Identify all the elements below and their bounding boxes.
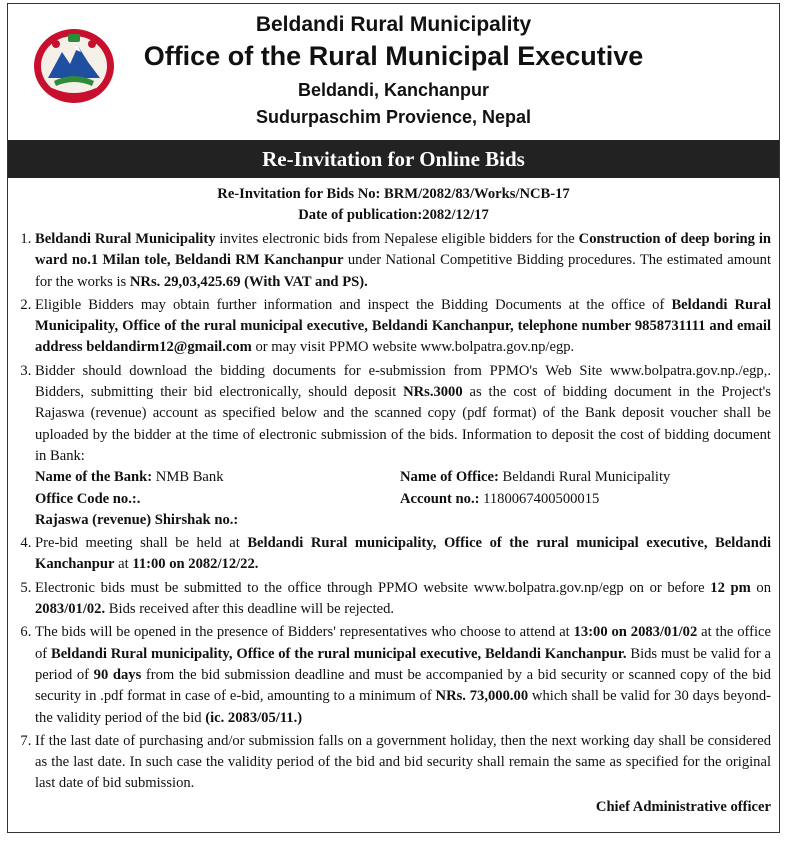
clause-2-text-a: Eligible Bidders may obtain further information and inspect the Bidding Documents at the office of <box>35 296 672 313</box>
office-location: Beldandi, Kanchanpur <box>297 80 490 100</box>
clause-5-text-c: on <box>750 579 771 596</box>
clause-3-text-a: Bidder should download the bidding documents for e-submission from PPMO's Web Site www.bolpatra.gov.np./egp,. Bidders, submitting their bid electronically, should deposit <box>35 362 771 401</box>
notice-body <box>8 184 779 818</box>
clause-5-text-a: Electronic bids must be submitted to the office through PPMO website www.bolpatra.gov.np/egp on or before <box>35 579 711 596</box>
clause-1-text-a: Beldandi Rural Municipality <box>35 231 216 247</box>
signoff: Chief Administrative officer <box>595 798 771 815</box>
clause-4-text-d: 11:00 on 2082/12/22. <box>132 556 259 573</box>
bid-number: Re-Invitation for Bids No: BRM/2082/83/Works/NCB-17 <box>217 186 570 202</box>
clause-5-text-e: Bids received after this deadline will be rejected. <box>105 601 395 618</box>
account-number-label: Account no.: <box>400 490 480 507</box>
notice-title-banner: Re-Invitation for Online Bids <box>8 140 779 178</box>
clause-3-text-c: as the cost of bidding document in the Project's Rajaswa (revenue) account as specified below and the scanned copy (pdf format) of the Bank deposit voucher shall be uploaded by the bidder at the time of electronic submission of the bids. Information to deposit the cost of bidding document in Bank: <box>35 384 771 464</box>
clause-6-text-j: (ic. 2083/05/11.) <box>205 709 303 726</box>
bank-name-label: Name of the Bank: <box>35 469 153 486</box>
clause-6-text-i: which shall be valid for 30 days beyond-the validity period of the bid <box>35 688 771 726</box>
clause-1-text-d: under National Competitive Bidding procedures. The estimated amount for the works is <box>35 252 771 290</box>
province-country: Sudurpaschim Provience, Nepal <box>255 107 532 127</box>
clause-6 <box>35 622 771 728</box>
bank-name-value: NMB Bank <box>152 469 224 486</box>
clause-7-text-a: If the last date of purchasing and/or submission falls on a government holiday, then the next working day shall be considered as the last date. In such case the validity period of the bid and bid security shall remain the same as specified for the original last date of bid submission. <box>35 732 771 792</box>
clause-4-text-a: Pre-bid meeting shall be held at <box>35 535 248 552</box>
rajaswa-shirshak-label: Rajaswa (revenue) Shirshak no.: <box>35 511 239 528</box>
publication-date: Date of publication:2082/12/17 <box>298 207 489 223</box>
office-code <box>35 489 400 510</box>
clause-3 <box>35 361 771 531</box>
rajaswa-shirshak <box>35 510 400 531</box>
clause-2-text-b: Beldandi Rural Municipality, Office of the rural municipal executive, Beldandi Kanchanpur, telephone number 9858731111 and email address beldandirm12@gmail.com <box>35 296 771 356</box>
account-number <box>400 489 771 510</box>
office-code-label: Office Code no.:. <box>35 490 141 507</box>
clause-4 <box>35 533 771 576</box>
clause-5 <box>35 578 771 621</box>
clause-6-text-c: at the office of <box>35 624 771 662</box>
bank-details <box>35 467 771 531</box>
clause-5-text-b: 12 pm <box>710 579 751 596</box>
clause-2 <box>35 295 771 359</box>
clause-6-text-e: Bids must be valid for a period of <box>35 645 771 683</box>
office-name: Office of the Rural Municipal Executive <box>143 41 644 71</box>
clause-6-text-g: from the bid submission deadline and must be accompanied by a bid security or scanned copy of the bid security in .pdf format in case of e-bid, amounting to a minimum of <box>35 666 771 705</box>
clause-4-text-c: at <box>114 556 133 573</box>
clause-7 <box>35 731 771 795</box>
notice-clauses <box>8 229 779 795</box>
clause-5-text-d: 2083/01/02. <box>35 601 106 618</box>
bank-name <box>35 467 400 488</box>
clause-6-text-b: 13:00 on 2083/01/02 <box>573 624 698 641</box>
clause-6-text-f: 90 days <box>93 666 142 683</box>
clause-1-text-e: NRs. 29,03,425.69 (With VAT and PS). <box>129 273 368 290</box>
office-name-field <box>400 467 771 488</box>
clause-4-text-b: Beldandi Rural municipality, Office of the rural municipal executive, Beldandi Kanchanpur <box>35 535 772 573</box>
clause-6-text-d: Beldandi Rural municipality, Office of the rural municipal executive, Beldandi Kanchanpur. <box>50 645 627 662</box>
office-name-label: Name of Office: <box>400 469 499 486</box>
office-name-value: Beldandi Rural Municipality <box>498 469 671 486</box>
notice-page <box>7 3 780 833</box>
clause-3-text-b: NRs.3000 <box>403 384 463 401</box>
clause-1-text-b: invites electronic bids from Nepalese eligible bidders for the <box>215 231 579 247</box>
clause-1-text-c: Construction of deep boring in ward no.1 Milan tole, Beldandi RM Kanchanpur <box>35 231 771 269</box>
clause-1 <box>35 229 771 293</box>
clause-6-text-h: NRs. 73,000.00 <box>435 688 529 705</box>
municipality-name: Beldandi Rural Municipality <box>255 13 532 36</box>
header <box>8 4 779 138</box>
clause-2-text-c: or may visit PPMO website www.bolpatra.gov.np/egp. <box>251 339 575 356</box>
account-number-value: 1180067400500015 <box>479 490 600 507</box>
clause-6-text-a: The bids will be opened in the presence of Bidders' representatives who choose to attend at <box>35 624 574 641</box>
